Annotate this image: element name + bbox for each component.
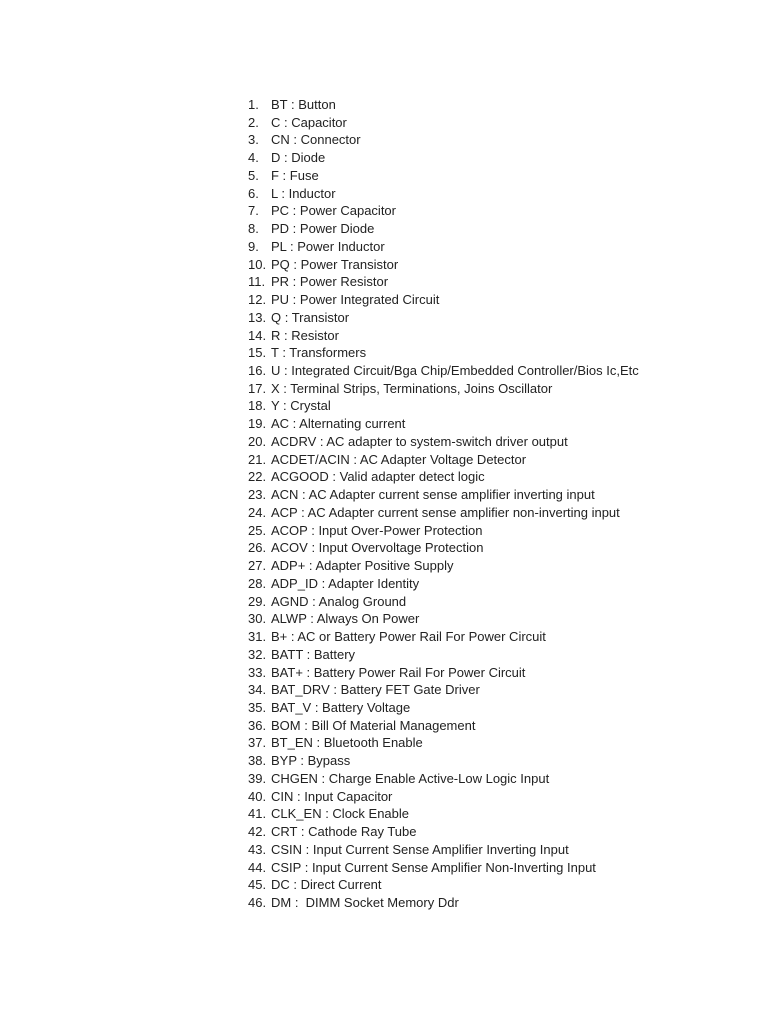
list-item	[248, 238, 639, 256]
list-item-text: CSIP : Input Current Sense Amplifier Non-Inverting Input	[271, 859, 596, 875]
list-item-number: 15.	[248, 345, 267, 361]
list-item-number: 36.	[248, 717, 267, 733]
list-item-text: CRT : Cathode Ray Tube	[271, 824, 417, 840]
list-item-text: F : Fuse	[271, 167, 319, 183]
list-item	[248, 131, 639, 149]
list-item	[248, 770, 639, 788]
list-item-text: BYP : Bypass	[271, 753, 351, 769]
list-item	[248, 167, 639, 185]
list-item	[248, 610, 639, 628]
list-item-text: PL : Power Inductor	[271, 238, 385, 254]
list-item-text: D : Diode	[271, 150, 326, 166]
list-item-number: 20.	[248, 433, 267, 449]
list-item-text: BT : Button	[271, 97, 336, 112]
list-item-number: 42.	[248, 824, 267, 840]
list-item	[248, 557, 639, 575]
list-item-text: ACGOOD : Valid adapter detect logic	[271, 469, 485, 485]
list-item	[248, 593, 639, 611]
list-item	[248, 504, 639, 522]
list-item	[248, 451, 639, 469]
list-item	[248, 628, 639, 646]
list-item-number: 6.	[248, 185, 259, 201]
list-item-number: 43.	[248, 841, 267, 857]
list-item-number: 45.	[248, 877, 267, 893]
list-item-text: ACN : AC Adapter current sense amplifier inverting input	[271, 487, 595, 503]
list-item	[248, 788, 639, 806]
list-item-number: 17.	[248, 380, 267, 396]
list-item-number: 40.	[248, 788, 267, 804]
list-item-number: 32.	[248, 646, 267, 662]
list-item-text: PR : Power Resistor	[271, 274, 389, 290]
list-item-number: 24.	[248, 504, 267, 520]
list-item-number: 34.	[248, 682, 267, 698]
list-item-text: Q : Transistor	[271, 309, 350, 325]
list-item-text: L : Inductor	[271, 185, 336, 201]
list-item-text: PC : Power Capacitor	[271, 203, 396, 219]
list-item-number: 7.	[248, 203, 259, 219]
list-item	[248, 96, 639, 114]
list-item-number: 35.	[248, 699, 267, 715]
list-item	[248, 309, 639, 327]
list-item-number: 3.	[248, 132, 259, 148]
list-item-text: DM : DIMM Socket Memory Ddr	[271, 895, 459, 911]
list-item	[248, 522, 639, 540]
list-item-number: 2.	[248, 114, 259, 130]
list-item	[248, 185, 639, 203]
list-item-text: BT_EN : Bluetooth Enable	[271, 735, 423, 751]
list-item-number: 38.	[248, 753, 267, 769]
list-item-text: BAT+ : Battery Power Rail For Power Circuit	[271, 664, 526, 680]
list-item-text: ALWP : Always On Power	[271, 611, 420, 627]
list-item	[248, 397, 639, 415]
list-item-number: 33.	[248, 664, 267, 680]
list-item-text: CN : Connector	[271, 132, 361, 148]
list-item-number: 46.	[248, 895, 267, 911]
list-item-text: CIN : Input Capacitor	[271, 788, 393, 804]
list-item-text: R : Resistor	[271, 327, 339, 343]
list-item-text: BOM : Bill Of Material Management	[271, 717, 476, 733]
list-item	[248, 823, 639, 841]
list-item-text: ACOV : Input Overvoltage Protection	[271, 540, 484, 556]
list-item-number: 37.	[248, 735, 267, 751]
list-item-text: BATT : Battery	[271, 646, 356, 662]
list-item-text: ACP : AC Adapter current sense amplifier non-inverting input	[271, 504, 620, 520]
list-item-number: 30.	[248, 611, 267, 627]
list-item	[248, 859, 639, 877]
list-item-number: 31.	[248, 629, 267, 645]
list-item-text: PU : Power Integrated Circuit	[271, 292, 440, 308]
list-item	[248, 415, 639, 433]
list-item	[248, 291, 639, 309]
list-item-text: BAT_DRV : Battery FET Gate Driver	[271, 682, 480, 698]
list-item-text: AC : Alternating current	[271, 416, 406, 432]
list-item	[248, 717, 639, 735]
list-item	[248, 681, 639, 699]
list-item	[248, 256, 639, 274]
list-item	[248, 327, 639, 345]
list-item-text: CSIN : Input Current Sense Amplifier Inverting Input	[271, 841, 569, 857]
list-item	[248, 273, 639, 291]
list-item	[248, 646, 639, 664]
list-item-text: CHGEN : Charge Enable Active-Low Logic Input	[271, 770, 550, 786]
list-item-text: BAT_V : Battery Voltage	[271, 699, 411, 715]
list-item-text: B+ : AC or Battery Power Rail For Power Circuit	[271, 629, 546, 645]
list-item	[248, 876, 639, 894]
list-item-text: ADP+ : Adapter Positive Supply	[271, 558, 454, 574]
list-item	[248, 344, 639, 362]
list-item-text: PD : Power Diode	[271, 221, 375, 237]
list-item-text: T : Transformers	[271, 345, 367, 361]
list-item-text: Y : Crystal	[271, 398, 331, 414]
list-item-number: 10.	[248, 256, 267, 272]
list-item-number: 28.	[248, 575, 267, 591]
list-item	[248, 805, 639, 823]
list-item-number: 13.	[248, 309, 267, 325]
list-item	[248, 220, 639, 238]
list-item-text: ACDET/ACIN : AC Adapter Voltage Detector	[271, 451, 527, 467]
list-item	[248, 468, 639, 486]
list-item-number: 18.	[248, 398, 267, 414]
list-item-number: 26.	[248, 540, 267, 556]
list-item-number: 41.	[248, 806, 267, 822]
list-item-number: 16.	[248, 363, 267, 379]
list-item-text: ACOP : Input Over-Power Protection	[271, 522, 483, 538]
abbreviation-list	[248, 96, 639, 912]
list-item-number: 11.	[248, 274, 266, 290]
list-item-text: PQ : Power Transistor	[271, 256, 399, 272]
list-item-text: CLK_EN : Clock Enable	[271, 806, 410, 822]
list-item-number: 8.	[248, 221, 259, 237]
list-item	[248, 149, 639, 167]
list-item-number: 4.	[248, 150, 259, 166]
list-item-text: X : Terminal Strips, Terminations, Joins Oscillator	[271, 380, 553, 396]
list-item-number: 5.	[248, 167, 259, 183]
list-item-number: 23.	[248, 487, 267, 503]
list-item	[248, 734, 639, 752]
list-item	[248, 539, 639, 557]
list-item	[248, 752, 639, 770]
list-item	[248, 114, 639, 132]
list-item	[248, 380, 639, 398]
list-item-number: 12.	[248, 292, 267, 308]
list-item	[248, 202, 639, 220]
list-item	[248, 699, 639, 717]
list-item-text: DC : Direct Current	[271, 877, 382, 893]
list-item	[248, 841, 639, 859]
list-item	[248, 362, 639, 380]
list-item-number: 27.	[248, 558, 267, 574]
list-item-text: AGND : Analog Ground	[271, 593, 407, 609]
list-item-number: 19.	[248, 416, 267, 432]
list-item	[248, 486, 639, 504]
list-item	[248, 433, 639, 451]
list-item-number: 25.	[248, 522, 267, 538]
list-item-text: U : Integrated Circuit/Bga Chip/Embedded Controller/Bios Ic,Etc	[271, 363, 639, 379]
list-item-number: 9.	[248, 238, 259, 254]
list-item-number: 44.	[248, 859, 267, 875]
list-item-text: ADP_ID : Adapter Identity	[271, 575, 420, 591]
list-item-number: 39.	[248, 770, 267, 786]
list-item-number: 22.	[248, 469, 267, 485]
list-item	[248, 664, 639, 682]
list-item-number: 1.	[248, 97, 259, 112]
list-item-number: 14.	[248, 327, 267, 343]
list-item-text: C : Capacitor	[271, 114, 347, 130]
list-item-text: ACDRV : AC adapter to system-switch driver output	[271, 433, 568, 449]
list-item-number: 21.	[248, 451, 267, 467]
list-item	[248, 894, 639, 912]
list-item	[248, 575, 639, 593]
list-item-number: 29.	[248, 593, 267, 609]
